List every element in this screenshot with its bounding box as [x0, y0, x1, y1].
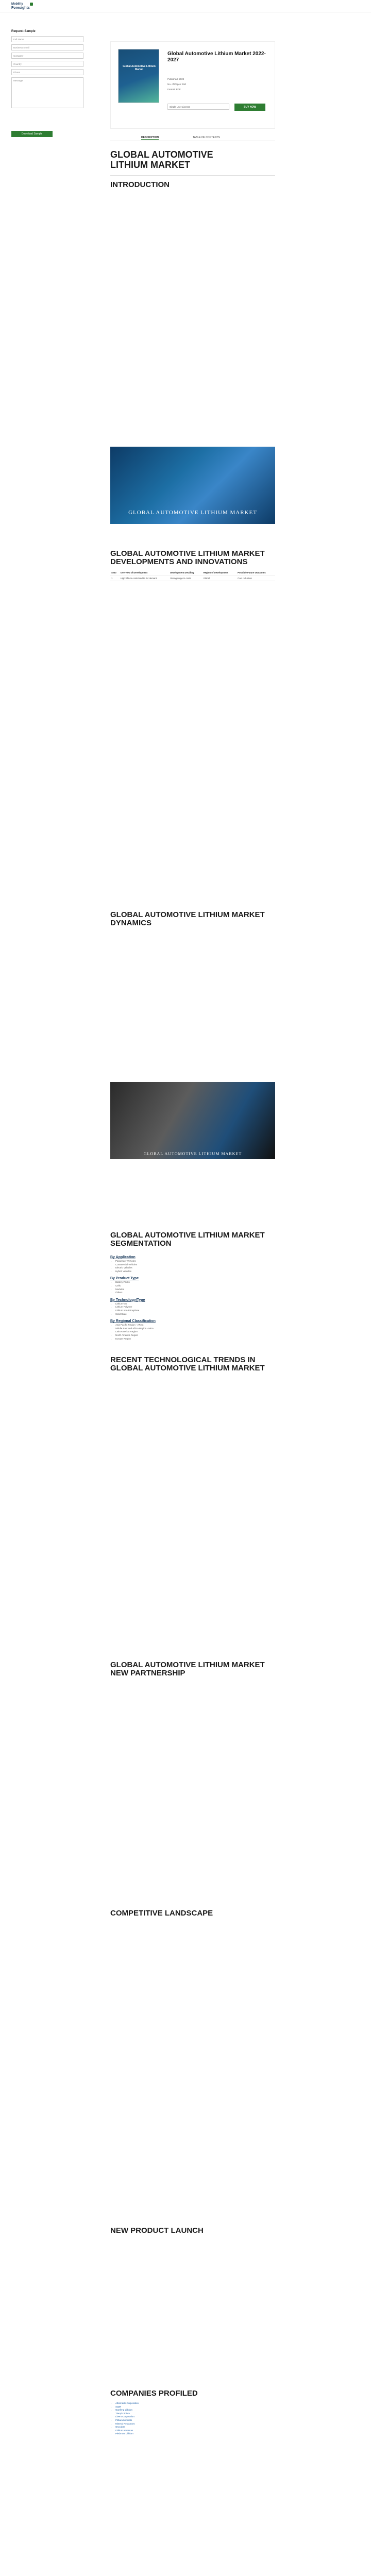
form-title: Request Sample — [11, 30, 36, 33]
section-heading-segmentation: GLOBAL AUTOMOTIVE LITHIUM MARKET SEGMENTATION — [110, 1231, 265, 1248]
report-content — [110, 149, 275, 2436]
company-link[interactable]: • Pilbara Minerals — [115, 2419, 275, 2422]
buy-now-button[interactable]: BUY NOW — [234, 104, 265, 111]
section-heading-dynamics: GLOBAL AUTOMOTIVE LITHIUM MARKET DYNAMICS — [110, 910, 265, 927]
company-list — [110, 2402, 275, 2436]
message-field[interactable]: Message — [11, 77, 83, 108]
company-link[interactable]: • Albemarle Corporation — [115, 2402, 275, 2405]
company-link[interactable]: • Livent Corporation — [115, 2415, 275, 2419]
image-caption: GLOBAL AUTOMOTIVE LITHIUM MARKET — [128, 510, 257, 516]
developments-table — [110, 570, 275, 581]
table-header: Region of Development — [203, 570, 237, 575]
full-name-field[interactable]: Full Name — [11, 36, 83, 42]
section-heading-trends: RECENT TECHNOLOGICAL TRENDS IN GLOBAL AUTOMOTIVE LITHIUM MARKET — [110, 1355, 265, 1373]
page-title: GLOBAL AUTOMOTIVE LITHIUM MARKET — [110, 149, 213, 170]
market-image-2 — [110, 1082, 275, 1159]
image-caption: GLOBAL AUTOMOTIVE LITHIUM MARKET — [143, 1151, 242, 1156]
section-heading-introduction: INTRODUCTION — [110, 180, 170, 189]
product-meta: Format: PDF — [167, 88, 181, 91]
table-header: Possible Future Outcomes — [237, 570, 275, 575]
table-row: 1 High lithium costs lead to EV demand Strong surge in costs Global Cost reduction — [110, 575, 275, 581]
product-meta: Published: 2022 — [167, 78, 184, 80]
logo-text-bottom: Foresights — [11, 6, 30, 10]
product-card — [110, 41, 275, 129]
email-field[interactable]: Business Email — [11, 44, 83, 50]
country-field[interactable]: Country — [11, 61, 83, 67]
table-header: S No — [110, 570, 120, 575]
section-heading-launch: NEW PRODUCT LAUNCH — [110, 2226, 204, 2235]
company-link[interactable]: • Lithium Americas — [115, 2429, 275, 2433]
cover-title: Global Automotive Lithium Market — [123, 65, 156, 71]
product-title: Global Automotive Lithium Market 2022-2027 — [167, 51, 266, 63]
company-link[interactable]: • Ganfeng Lithium — [115, 2409, 275, 2412]
license-select[interactable]: Single User License — [167, 104, 229, 110]
company-link[interactable]: • Piedmont Lithium — [115, 2432, 275, 2436]
report-tabs — [110, 135, 275, 141]
segment-block: By Application • Passenger Vehicles • Commercial Vehicles • Electric Vehicles • Hybrid Vehicles By Product Type • Battery Packs • Cells • Modules • Others By Technology/Type • Lithium-ion • Lithium Polymer • Lithium Iron Phosphate • Solid State By Regional Classification • Asia Pacific Region - APAC • Middle East and Africa Region - MEA • Latin America Region • North America Region • Europe Region — [110, 1255, 275, 1341]
tab-table-of-contents[interactable]: TABLE OF CONTENTS — [193, 136, 220, 139]
company-field[interactable]: Company — [11, 53, 83, 59]
site-logo[interactable] — [11, 3, 42, 11]
company-link[interactable]: • Orocobre — [115, 2426, 275, 2429]
company-link[interactable]: • Tianqi Lithium — [115, 2412, 275, 2416]
logo-text-top: Mobility — [11, 3, 23, 6]
site-header — [0, 0, 371, 12]
company-link[interactable]: • Mineral Resources — [115, 2422, 275, 2426]
section-heading-companies: COMPANIES PROFILED — [110, 2389, 198, 2398]
table-header: Overview of Development — [120, 570, 170, 575]
tab-description[interactable]: DESCRIPTION — [141, 136, 159, 139]
submit-button[interactable]: Download Sample — [11, 131, 53, 137]
phone-field[interactable]: Phone — [11, 69, 83, 75]
section-heading-developments: GLOBAL AUTOMOTIVE LITHIUM MARKET DEVELOPMENTS AND INNOVATIONS — [110, 549, 265, 566]
section-heading-competitive: COMPETITIVE LANDSCAPE — [110, 1909, 213, 1918]
product-meta: No. of Pages: 150 — [167, 83, 187, 86]
market-image-1 — [110, 447, 275, 524]
sample-request-form — [11, 30, 83, 138]
section-heading-partnership: GLOBAL AUTOMOTIVE LITHIUM MARKET NEW PARTNERSHIP — [110, 1660, 265, 1678]
report-cover-image — [118, 49, 159, 103]
logo-mark-icon — [30, 3, 33, 6]
company-link[interactable]: • SQM — [115, 2405, 275, 2409]
table-header: Development Detailing — [169, 570, 202, 575]
